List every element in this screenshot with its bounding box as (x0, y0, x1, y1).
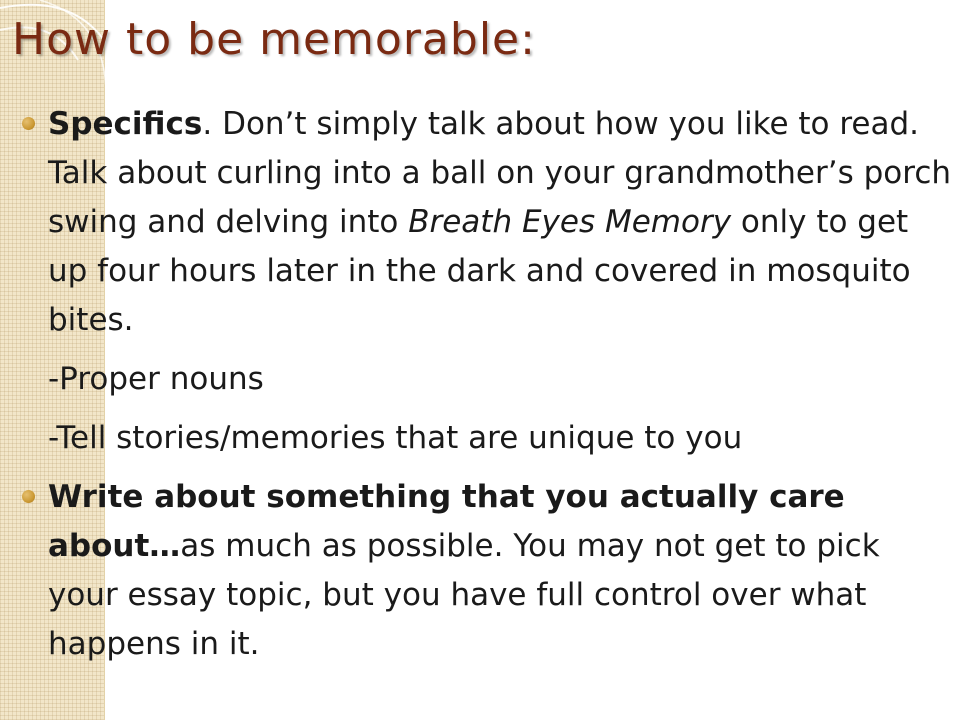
bullet-text-care: as much as possible. You may not get to pick your essay topic, but you have full control over what happens in it. (48, 528, 880, 662)
slide-body (22, 100, 952, 669)
bullet-dot-icon (22, 117, 35, 130)
bullet-item-specifics (22, 100, 952, 345)
slide-title: How to be memorable: (12, 14, 536, 65)
bullet-text-part-2: only to get up four hours later in the dark and covered in mosquito bites. (48, 204, 911, 338)
book-title: Breath Eyes Memory (408, 204, 732, 240)
bullet-dot-icon (22, 490, 35, 503)
sub-point-proper-nouns: -Proper nouns (48, 361, 264, 397)
sub-point-stories: -Tell stories/memories that are unique to you (48, 420, 743, 456)
bullet-lead-specifics: Specifics (48, 106, 203, 142)
bullet-text-part-1: . Don’t simply talk about how you like to read. Talk about curling into a ball on your grandmother’s porch swing and delving into (48, 106, 952, 240)
bullet-item-care (22, 473, 952, 669)
bullet-lead-care: Write about something that you actually care about… (48, 479, 845, 564)
